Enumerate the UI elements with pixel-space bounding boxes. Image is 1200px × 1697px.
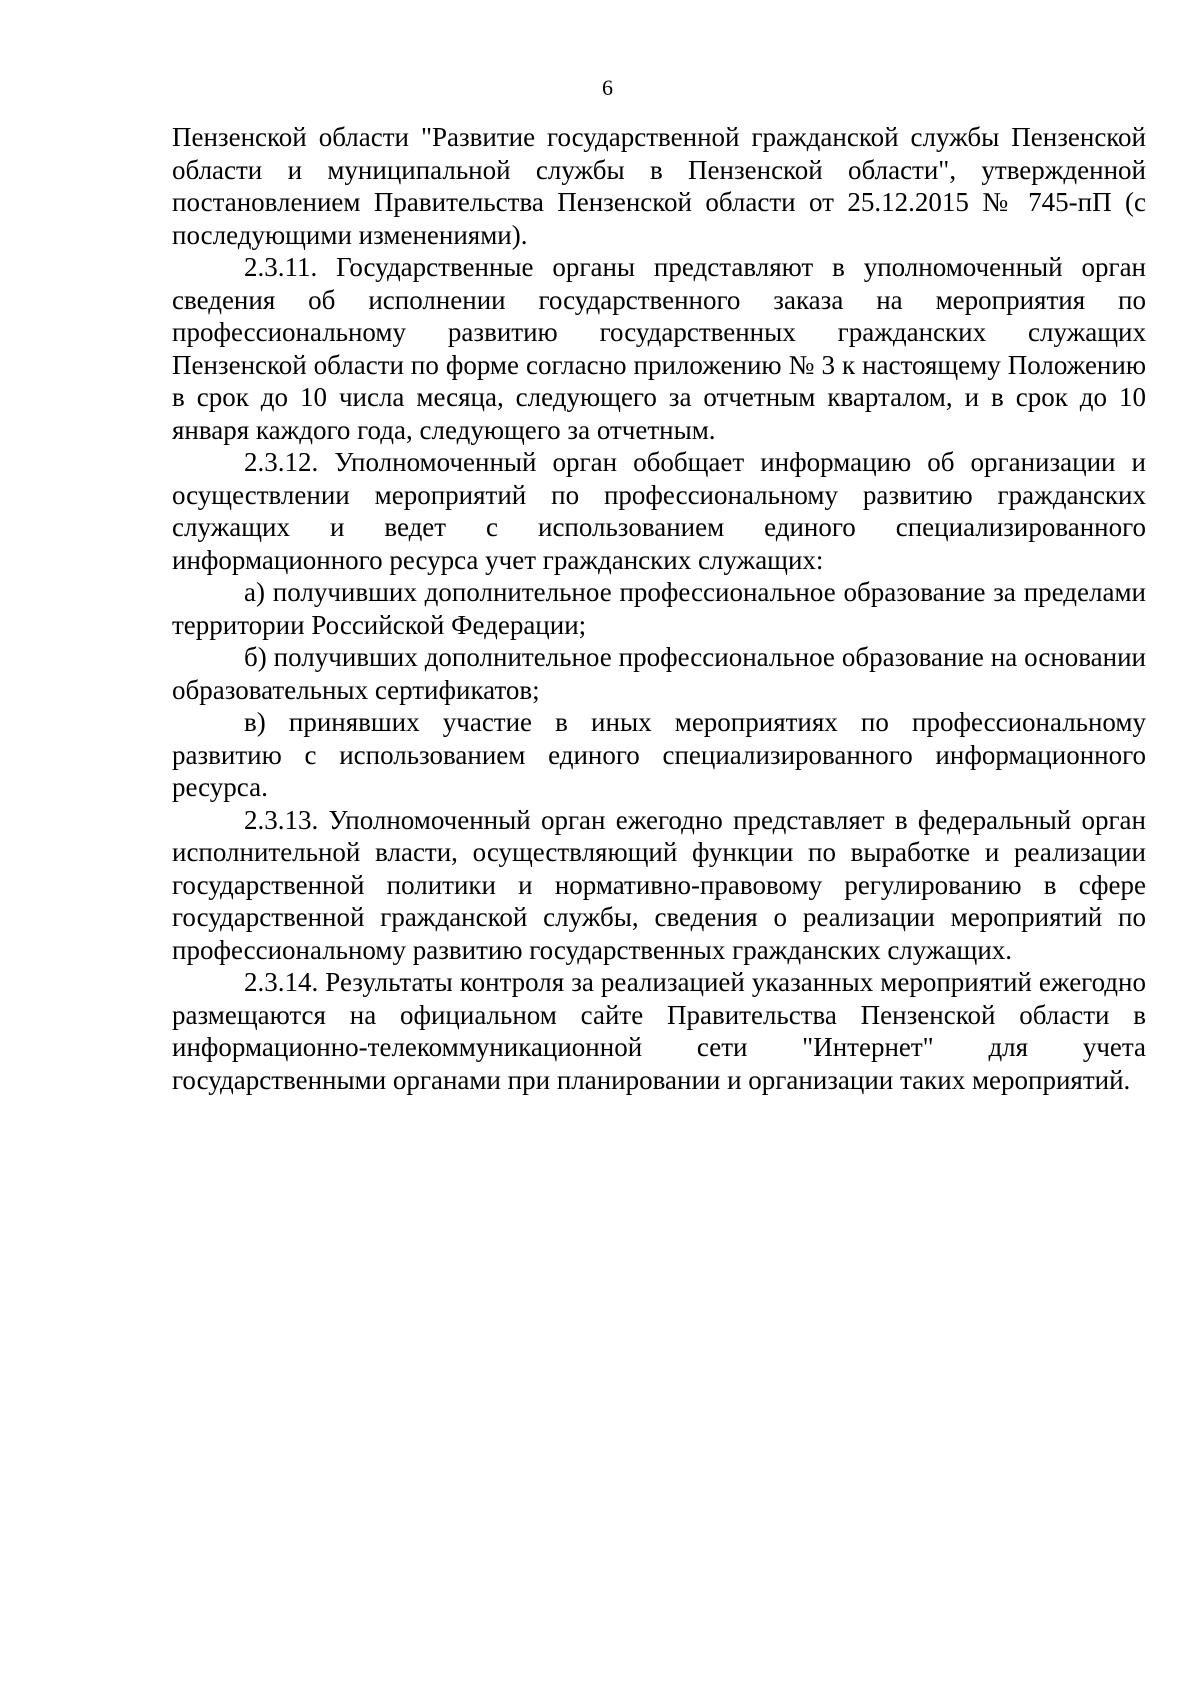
list-item-b: б) получивших дополнительное профессиональное образование на основании образовательных сертификатов;: [172, 642, 1146, 705]
page-number: 6: [602, 75, 613, 100]
list-item-a: а) получивших дополнительное профессиональное образование за пределами территории Российской Федерации;: [172, 577, 1146, 640]
paragraph-2-3-14: 2.3.14. Результаты контроля за реализацией указанных мероприятий ежегодно размещаются на официальном сайте Правительства Пензенской области в информационно-телекоммуникационной сети "Интернет" для учета государственными органами при планировании и организации таких мероприятий.: [172, 967, 1146, 1095]
paragraph-program-reference: Пензенской области "Развитие государственной гражданской службы Пензенской области и муниципальной службы в Пензенской области", утвержденной постановлением Правительства Пензенской области от 25.12.2015 № 745-пП (с последующими изменениями).: [172, 122, 1146, 250]
paragraph-2-3-13: 2.3.13. Уполномоченный орган ежегодно представляет в федеральный орган исполнительной власти, осуществляющий функции по выработке и реализации государственной политики и нормативно-правовому регулированию в сфере государственной гражданской службы, сведения о реализации мероприятий по профессиональному развитию государственных гражданских служащих.: [172, 804, 1146, 965]
document-body: [172, 121, 1146, 1096]
paragraph-2-3-11: 2.3.11. Государственные органы представляют в уполномоченный орган сведения об исполнении государственного заказа на мероприятия по профессиональному развитию государственных гражданских служащих Пензенской области по форме согласно приложению № 3 к настоящему Положению в срок до 10 числа месяца, следующего за отчетным кварталом, и в срок до 10 января каждого года, следующего за отчетным.: [172, 252, 1146, 445]
list-item-v: в) принявших участие в иных мероприятиях по профессиональному развитию с использованием единого специализированного информационного ресурса.: [172, 707, 1146, 802]
paragraph-2-3-12: 2.3.12. Уполномоченный орган обобщает информацию об организации и осуществлении мероприятий по профессиональному развитию гражданских служащих и ведет с использованием единого специализированного информационного ресурса учет гражданских служащих:: [172, 447, 1146, 575]
